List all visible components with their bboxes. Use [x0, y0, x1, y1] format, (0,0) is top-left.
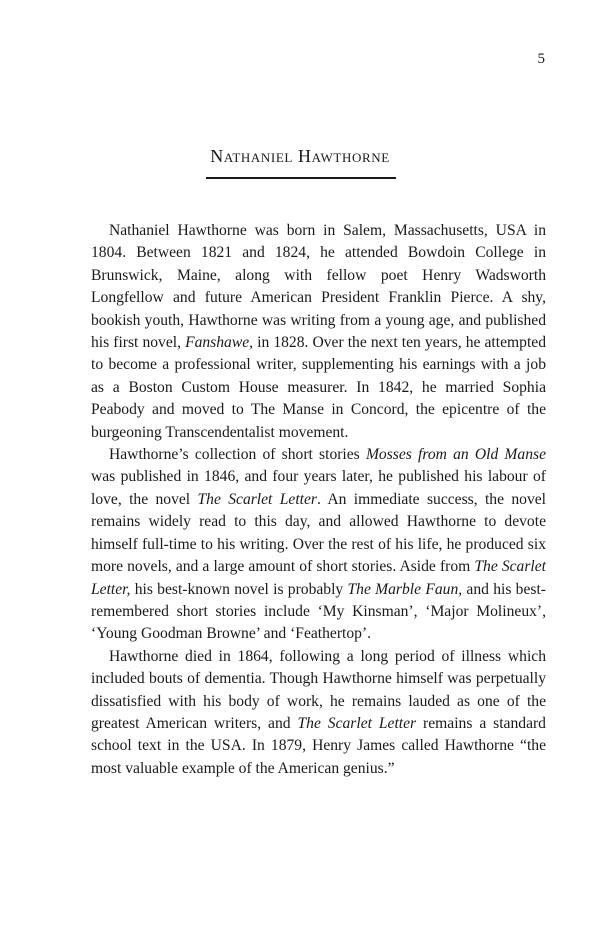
- title-rule: [206, 177, 396, 179]
- italic-title-text: Mosses from an Old Manse: [365, 446, 546, 464]
- paragraph-text: Hawthorne died in 1864, following a long period of illness which included bouts of dementia. Though Hawthorne himself was perpetually dissatisfied with his body of work, he remains lauded as one of the greatest American writers, and: [91, 647, 546, 732]
- paragraph-text: . An immediate success, the novel remains widely read to this day, and allowed Hawthorne to devote himself full-time to his writing. Over the rest of his life, he produced six more novels, and a large amount of short stories. Aside from: [91, 490, 547, 576]
- chapter-title: Nathaniel Hawthorne: [210, 146, 390, 166]
- body-text: [91, 220, 546, 780]
- paragraph-text: his best-known novel is probably: [130, 580, 348, 598]
- paragraph-text: and his best-remembered short stories include ‘My Kinsman’, ‘Major Molineux’, ‘Young Goodman Browne’ and ‘Feathertop’.: [91, 580, 546, 643]
- paragraph: [91, 220, 546, 444]
- paragraph-text: remains a standard school text in the USA. In 1879, Henry James called Hawthorne “the most valuable example of the American genius.”: [91, 714, 546, 777]
- paragraph: [91, 444, 546, 646]
- page-number: 5: [537, 51, 545, 67]
- paragraph-text: Hawthorne’s collection of short stories: [109, 446, 366, 464]
- paragraph-text: in 1828. Over the next ten years, he attempted to become a professional writer, supplementing his earnings with a job as a Boston Custom House measurer. In 1842, he married Sophia Peabody and moved to The Manse in Concord, the epicentre of the burgeoning Transcendentalist movement.: [91, 334, 546, 441]
- italic-title-text: The Scarlet Letter: [197, 490, 317, 508]
- paragraph: [91, 646, 546, 780]
- paragraph-text: Nathaniel Hawthorne was born in Salem, Massachusetts, USA in 1804. Between 1821 and 1824, he attended Bowdoin College in Brunswick, Maine, along with fellow poet Henry Wadsworth Longfellow and future American President Franklin Pierce. A shy, bookish youth, Hawthorne was writing from a young age, and published his first novel,: [91, 222, 546, 352]
- paragraph-text: was published in 1846, and four years later, he published his labour of love, the novel: [91, 468, 546, 508]
- italic-title-text: The Scarlet Letter,: [91, 558, 546, 598]
- italic-title-text: Fanshawe,: [185, 334, 254, 352]
- italic-title-text: The Marble Faun,: [347, 580, 463, 598]
- italic-title-text: The Scarlet Letter: [297, 714, 417, 732]
